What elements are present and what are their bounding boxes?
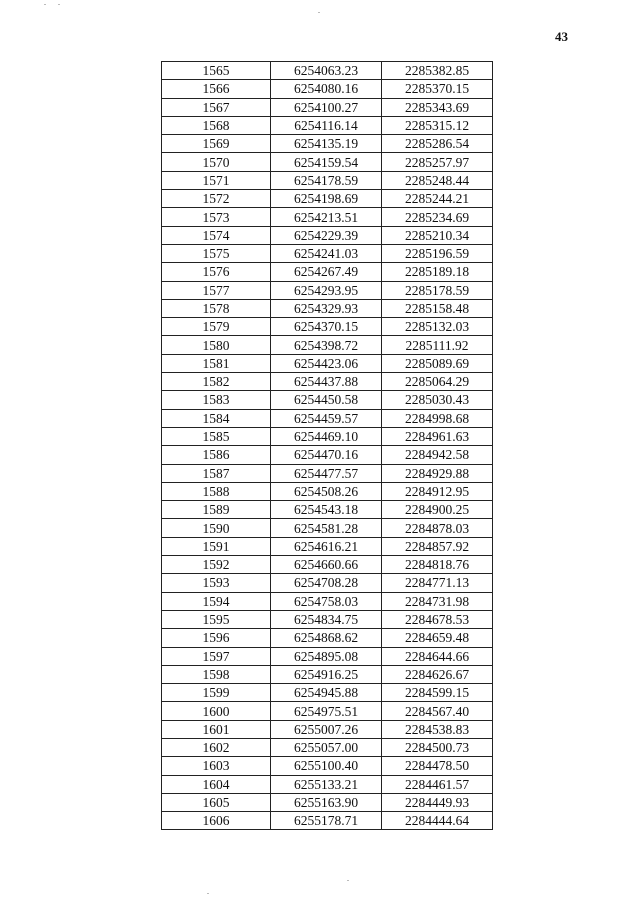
table-row (162, 98, 493, 116)
x-coordinate-cell: 6255133.21 (271, 775, 382, 793)
y-coordinate-cell: 2284444.64 (382, 812, 493, 830)
y-coordinate-cell: 2284731.98 (382, 592, 493, 610)
y-coordinate-cell: 2285244.21 (382, 190, 493, 208)
point-number-cell: 1587 (162, 464, 271, 482)
table-row (162, 702, 493, 720)
coordinates-table-body (162, 62, 493, 830)
point-number-cell: 1606 (162, 812, 271, 830)
x-coordinate-cell: 6254398.72 (271, 336, 382, 354)
y-coordinate-cell: 2284857.92 (382, 537, 493, 555)
y-coordinate-cell: 2284449.93 (382, 793, 493, 811)
x-coordinate-cell: 6254543.18 (271, 501, 382, 519)
point-number-cell: 1578 (162, 299, 271, 317)
table-row (162, 244, 493, 262)
point-number-cell: 1583 (162, 391, 271, 409)
x-coordinate-cell: 6255057.00 (271, 738, 382, 756)
table-row (162, 135, 493, 153)
x-coordinate-cell: 6254508.26 (271, 482, 382, 500)
table-row (162, 190, 493, 208)
y-coordinate-cell: 2285286.54 (382, 135, 493, 153)
x-coordinate-cell: 6254329.93 (271, 299, 382, 317)
table-row (162, 482, 493, 500)
y-coordinate-cell: 2285370.15 (382, 80, 493, 98)
x-coordinate-cell: 6254213.51 (271, 208, 382, 226)
x-coordinate-cell: 6255007.26 (271, 720, 382, 738)
y-coordinate-cell: 2284461.57 (382, 775, 493, 793)
table-row (162, 537, 493, 555)
table-row (162, 427, 493, 445)
table-row (162, 299, 493, 317)
y-coordinate-cell: 2284942.58 (382, 446, 493, 464)
x-coordinate-cell: 6254135.19 (271, 135, 382, 153)
y-coordinate-cell: 2284771.13 (382, 574, 493, 592)
table-row (162, 757, 493, 775)
point-number-cell: 1584 (162, 409, 271, 427)
point-number-cell: 1597 (162, 647, 271, 665)
x-coordinate-cell: 6254975.51 (271, 702, 382, 720)
x-coordinate-cell: 6254229.39 (271, 226, 382, 244)
table-row (162, 116, 493, 134)
table-row (162, 318, 493, 336)
point-number-cell: 1600 (162, 702, 271, 720)
y-coordinate-cell: 2284626.67 (382, 665, 493, 683)
y-coordinate-cell: 2285343.69 (382, 98, 493, 116)
table-row (162, 647, 493, 665)
x-coordinate-cell: 6254660.66 (271, 556, 382, 574)
point-number-cell: 1580 (162, 336, 271, 354)
x-coordinate-cell: 6254423.06 (271, 354, 382, 372)
x-coordinate-cell: 6254581.28 (271, 519, 382, 537)
y-coordinate-cell: 2285189.18 (382, 263, 493, 281)
y-coordinate-cell: 2285030.43 (382, 391, 493, 409)
table-row (162, 720, 493, 738)
page-number: 43 (555, 29, 568, 44)
y-coordinate-cell: 2284538.83 (382, 720, 493, 738)
point-number-cell: 1572 (162, 190, 271, 208)
x-coordinate-cell: 6254758.03 (271, 592, 382, 610)
y-coordinate-cell: 2285132.03 (382, 318, 493, 336)
x-coordinate-cell: 6254159.54 (271, 153, 382, 171)
point-number-cell: 1574 (162, 226, 271, 244)
point-number-cell: 1601 (162, 720, 271, 738)
y-coordinate-cell: 2285178.59 (382, 281, 493, 299)
y-coordinate-cell: 2285111.92 (382, 336, 493, 354)
point-number-cell: 1605 (162, 793, 271, 811)
x-coordinate-cell: 6254895.08 (271, 647, 382, 665)
x-coordinate-cell: 6255163.90 (271, 793, 382, 811)
scan-speck (58, 4, 60, 5)
x-coordinate-cell: 6254868.62 (271, 629, 382, 647)
table-row (162, 793, 493, 811)
y-coordinate-cell: 2285315.12 (382, 116, 493, 134)
table-row (162, 519, 493, 537)
table-row (162, 373, 493, 391)
point-number-cell: 1595 (162, 610, 271, 628)
y-coordinate-cell: 2285257.97 (382, 153, 493, 171)
y-coordinate-cell: 2284961.63 (382, 427, 493, 445)
point-number-cell: 1603 (162, 757, 271, 775)
y-coordinate-cell: 2284644.66 (382, 647, 493, 665)
point-number-cell: 1568 (162, 116, 271, 134)
point-number-cell: 1571 (162, 171, 271, 189)
table-row (162, 62, 493, 80)
point-number-cell: 1588 (162, 482, 271, 500)
y-coordinate-cell: 2284929.88 (382, 464, 493, 482)
x-coordinate-cell: 6254945.88 (271, 684, 382, 702)
point-number-cell: 1576 (162, 263, 271, 281)
y-coordinate-cell: 2285210.34 (382, 226, 493, 244)
point-number-cell: 1598 (162, 665, 271, 683)
x-coordinate-cell: 6254477.57 (271, 464, 382, 482)
y-coordinate-cell: 2285196.59 (382, 244, 493, 262)
scan-speck (318, 12, 320, 13)
point-number-cell: 1573 (162, 208, 271, 226)
point-number-cell: 1582 (162, 373, 271, 391)
y-coordinate-cell: 2284818.76 (382, 556, 493, 574)
y-coordinate-cell: 2285382.85 (382, 62, 493, 80)
point-number-cell: 1579 (162, 318, 271, 336)
x-coordinate-cell: 6254450.58 (271, 391, 382, 409)
x-coordinate-cell: 6254198.69 (271, 190, 382, 208)
point-number-cell: 1591 (162, 537, 271, 555)
x-coordinate-cell: 6254470.16 (271, 446, 382, 464)
table-row (162, 738, 493, 756)
table-row (162, 684, 493, 702)
x-coordinate-cell: 6254178.59 (271, 171, 382, 189)
x-coordinate-cell: 6254063.23 (271, 62, 382, 80)
y-coordinate-cell: 2284567.40 (382, 702, 493, 720)
scan-speck (44, 4, 46, 5)
table-row (162, 665, 493, 683)
x-coordinate-cell: 6254916.25 (271, 665, 382, 683)
y-coordinate-cell: 2284998.68 (382, 409, 493, 427)
table-row (162, 391, 493, 409)
x-coordinate-cell: 6254080.16 (271, 80, 382, 98)
x-coordinate-cell: 6254708.28 (271, 574, 382, 592)
table-row (162, 629, 493, 647)
point-number-cell: 1586 (162, 446, 271, 464)
point-number-cell: 1589 (162, 501, 271, 519)
table-row (162, 574, 493, 592)
point-number-cell: 1569 (162, 135, 271, 153)
table-row (162, 501, 493, 519)
point-number-cell: 1594 (162, 592, 271, 610)
table-row (162, 153, 493, 171)
y-coordinate-cell: 2285234.69 (382, 208, 493, 226)
point-number-cell: 1599 (162, 684, 271, 702)
point-number-cell: 1567 (162, 98, 271, 116)
x-coordinate-cell: 6254293.95 (271, 281, 382, 299)
y-coordinate-cell: 2285158.48 (382, 299, 493, 317)
table-row (162, 281, 493, 299)
table-row (162, 409, 493, 427)
point-number-cell: 1593 (162, 574, 271, 592)
table-row (162, 464, 493, 482)
point-number-cell: 1590 (162, 519, 271, 537)
y-coordinate-cell: 2285248.44 (382, 171, 493, 189)
point-number-cell: 1565 (162, 62, 271, 80)
point-number-cell: 1566 (162, 80, 271, 98)
y-coordinate-cell: 2284900.25 (382, 501, 493, 519)
table-row (162, 263, 493, 281)
x-coordinate-cell: 6254267.49 (271, 263, 382, 281)
table-row (162, 336, 493, 354)
table-row (162, 354, 493, 372)
x-coordinate-cell: 6254616.21 (271, 537, 382, 555)
y-coordinate-cell: 2284678.53 (382, 610, 493, 628)
x-coordinate-cell: 6254469.10 (271, 427, 382, 445)
y-coordinate-cell: 2284912.95 (382, 482, 493, 500)
scan-speck (207, 893, 209, 894)
coordinates-table (161, 61, 493, 830)
x-coordinate-cell: 6254241.03 (271, 244, 382, 262)
scan-speck (347, 880, 349, 881)
table-row (162, 80, 493, 98)
x-coordinate-cell: 6254116.14 (271, 116, 382, 134)
table-row (162, 592, 493, 610)
table-row (162, 610, 493, 628)
table-row (162, 812, 493, 830)
point-number-cell: 1592 (162, 556, 271, 574)
table-row (162, 775, 493, 793)
x-coordinate-cell: 6254437.88 (271, 373, 382, 391)
x-coordinate-cell: 6254834.75 (271, 610, 382, 628)
table-row (162, 446, 493, 464)
y-coordinate-cell: 2284659.48 (382, 629, 493, 647)
y-coordinate-cell: 2285064.29 (382, 373, 493, 391)
x-coordinate-cell: 6254370.15 (271, 318, 382, 336)
y-coordinate-cell: 2284599.15 (382, 684, 493, 702)
point-number-cell: 1570 (162, 153, 271, 171)
y-coordinate-cell: 2285089.69 (382, 354, 493, 372)
point-number-cell: 1585 (162, 427, 271, 445)
x-coordinate-cell: 6255100.40 (271, 757, 382, 775)
table-row (162, 556, 493, 574)
table-row (162, 208, 493, 226)
x-coordinate-cell: 6255178.71 (271, 812, 382, 830)
x-coordinate-cell: 6254100.27 (271, 98, 382, 116)
point-number-cell: 1602 (162, 738, 271, 756)
table-row (162, 226, 493, 244)
table-row (162, 171, 493, 189)
y-coordinate-cell: 2284478.50 (382, 757, 493, 775)
point-number-cell: 1577 (162, 281, 271, 299)
y-coordinate-cell: 2284500.73 (382, 738, 493, 756)
point-number-cell: 1604 (162, 775, 271, 793)
x-coordinate-cell: 6254459.57 (271, 409, 382, 427)
y-coordinate-cell: 2284878.03 (382, 519, 493, 537)
point-number-cell: 1581 (162, 354, 271, 372)
point-number-cell: 1596 (162, 629, 271, 647)
point-number-cell: 1575 (162, 244, 271, 262)
